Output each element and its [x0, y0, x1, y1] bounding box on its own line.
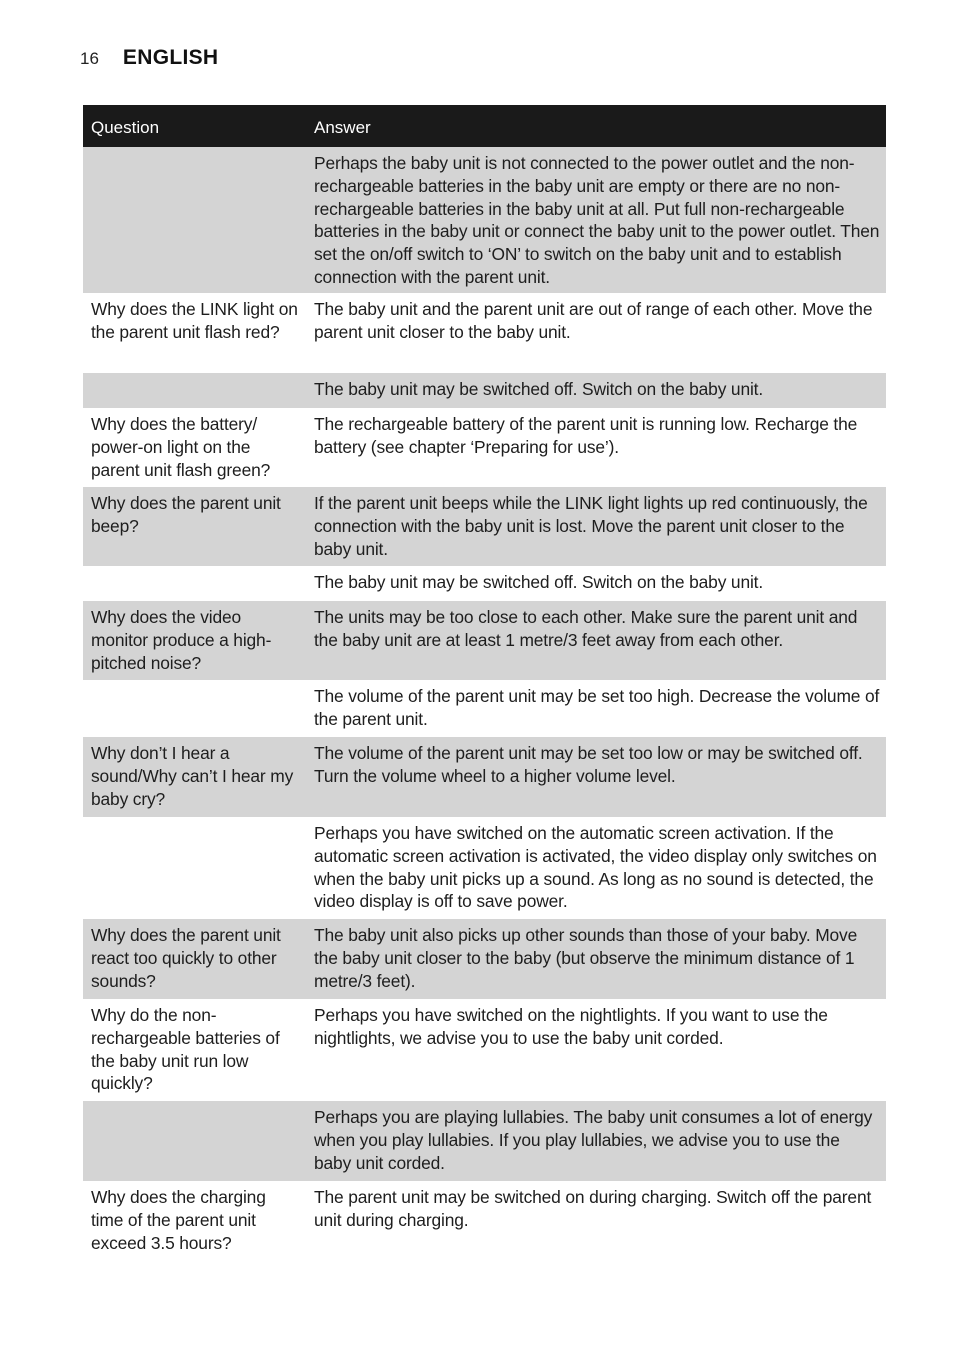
table-row	[83, 999, 886, 1101]
answer-cell: The rechargeable battery of the parent unit is running low. Recharge the battery (see chapter ‘Preparing for use’).	[314, 414, 858, 457]
answer-cell: The baby unit may be switched off. Switch on the baby unit.	[314, 572, 764, 592]
question-cell	[83, 147, 306, 293]
column-header-answer: Answer	[314, 117, 371, 137]
table-row	[83, 601, 886, 680]
table-row	[83, 566, 886, 601]
answer-cell: The parent unit may be switched on during charging. Switch off the parent unit during charging.	[314, 1187, 872, 1230]
table-header-row	[83, 105, 886, 147]
question-cell: Why does the charging time of the parent unit exceed 3.5 hours?	[91, 1187, 266, 1253]
question-cell	[83, 1101, 306, 1181]
answer-cell: Perhaps you have switched on the automatic screen activation. If the automatic screen activation is activated, the video display only switches on when the baby unit picks up a sound. As long as no sound is detected, the video display is off to save power.	[314, 823, 877, 912]
question-cell	[83, 817, 306, 919]
answer-cell: The volume of the parent unit may be set too high. Decrease the volume of the parent unit.	[314, 686, 880, 729]
page-header	[80, 46, 218, 70]
question-cell	[83, 373, 306, 408]
table-row	[83, 147, 886, 293]
question-cell: Why do the non-rechargeable batteries of the baby unit run low quickly?	[91, 1005, 280, 1094]
table-row	[83, 919, 886, 999]
table-row	[83, 680, 886, 737]
question-cell: Why does the parent unit beep?	[91, 493, 281, 536]
table-row	[83, 817, 886, 919]
table-row	[83, 487, 886, 566]
troubleshooting-table	[83, 105, 886, 1261]
answer-cell: The baby unit may be switched off. Switch on the baby unit.	[314, 379, 764, 399]
table-row	[83, 293, 886, 373]
table-row	[83, 408, 886, 487]
table-row	[83, 373, 886, 408]
page-number: 16	[80, 49, 99, 68]
answer-cell: The units may be too close to each other. Make sure the parent unit and the baby unit are at least 1 metre/3 feet away from each other.	[314, 607, 858, 650]
question-cell: Why does the battery/ power-on light on the parent unit flash green?	[91, 414, 271, 480]
answer-cell: The baby unit and the parent unit are out of range of each other. Move the parent unit closer to the baby unit.	[314, 299, 873, 342]
answer-cell: Perhaps you are playing lullabies. The baby unit consumes a lot of energy when you play lullabies. If you play lullabies, we advise you to use the baby unit corded.	[314, 1107, 873, 1173]
table-row	[83, 1181, 886, 1261]
question-cell	[83, 566, 306, 601]
answer-cell: The baby unit also picks up other sounds than those of your baby. Move the baby unit closer to the baby (but observe the minimum distance of 1 metre/3 feet).	[314, 925, 858, 991]
answer-cell: Perhaps the baby unit is not connected to the power outlet and the non-rechargeable batteries in the baby unit are empty or there are no non-rechargeable batteries in the baby unit at all. Put full non-rechargeable batteries in the baby unit or connect the baby unit to the power outlet. Then set the on/off switch to ‘ON’ to switch on the baby unit and to establish connection with the parent unit.	[314, 153, 880, 287]
table-row	[83, 1101, 886, 1181]
question-cell: Why does the LINK light on the parent unit flash red?	[91, 299, 298, 342]
table-row	[83, 737, 886, 817]
answer-cell: The volume of the parent unit may be set too low or may be switched off. Turn the volume wheel to a higher volume level.	[314, 743, 863, 786]
question-cell: Why does the parent unit react too quickly to other sounds?	[91, 925, 281, 991]
question-cell	[83, 680, 306, 737]
answer-cell: If the parent unit beeps while the LINK light lights up red continuously, the connection with the baby unit is lost. Move the parent unit closer to the baby unit.	[314, 493, 868, 559]
section-title: ENGLISH	[122, 46, 219, 69]
question-cell: Why don’t I hear a sound/Why can’t I hear my baby cry?	[91, 743, 294, 809]
question-cell: Why does the video monitor produce a high-pitched noise?	[91, 607, 272, 673]
column-header-question: Question	[91, 117, 160, 137]
answer-cell: Perhaps you have switched on the nightlights. If you want to use the nightlights, we advise you to use the baby unit corded.	[314, 1005, 828, 1048]
